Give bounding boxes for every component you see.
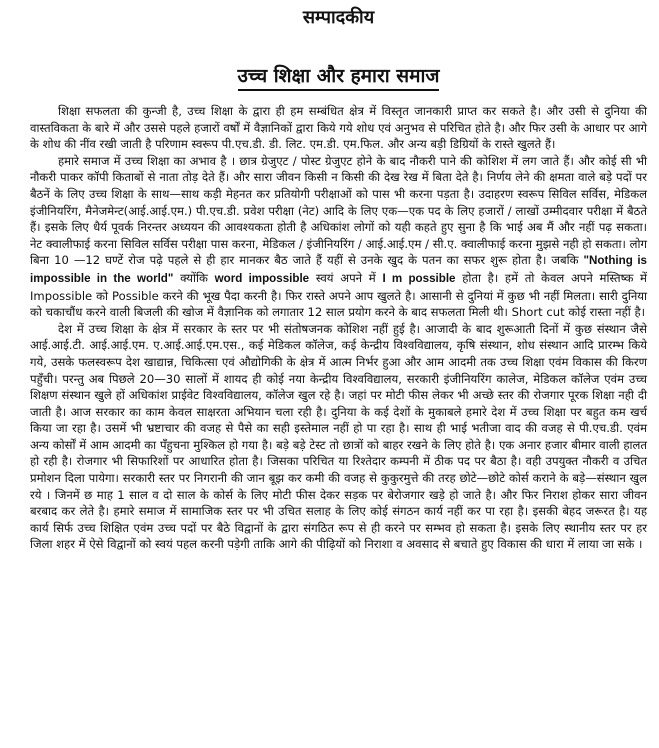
section-heading: सम्पादकीय (302, 7, 375, 28)
paragraph-1: शिक्षा सफलता की कुन्जी है, उच्च शिक्षा के द्वारा ही हम सम्बंधित क्षेत्र में विस्तृत जानकारी प्राप्त कर सकते है। और उसी से दुनिया की वास्तविकता के बारे में और उससे पहले हजारों वर्षों में वैज्ञानिकों द्वारा किये गये शोध एवं अनुभव से परिचित होते है। और फिर उसी के आधार पर आगे के शोध की नींव रखी जाती है परिणाम स्वरूप पी.एच.डी. डी. लिट. एम.डी. एम.फिल. और अन्य बड़ी डिग्रियों के रास्ते खुलते हैं। (30, 104, 647, 152)
emphasis-text: I m possible (382, 271, 456, 285)
emphasis-text: "Nothing is impossible in the world" (30, 254, 648, 285)
paragraph-3: देश में उच्च शिक्षा के क्षेत्र में सरकार के स्तर पर भी संतोषजनक कोशिश नहीं हुई है। आजादी के बाद शुरूआती दिनों में कुछ संस्थान जैसे आई.आई.टी. आई.आई.एम. ए.आई.आई.एम.एस., कई मेडिकल कॉलेज, कई केन्द्रीय विश्वविद्यालय, कृषि संस्थान, शोध संस्थान आदि प्रारम्भ किये गये, उसके फलस्वरूप देश खाद्यान्न, चिकित्सा एवं औद्योगिकी के क्षेत्र में आत्म निर्भर हुआ और आम आदमी तक उच्च शिक्षा एवंम विकास की किरण पहुँची। परन्तु अब पिछले 20—30 सालों में शायद ही कोई नया केन्द्रीय विश्वविद्यालय, सरकारी इंजीनियरिंग कालेज, मेडिकल कॉलेज एवंम उच्च शिक्षण संस्थान खुले हों अधिकांश प्राईवेट विश्वविद्यालय, कॉलेज खुल रहे है। जहां पर मोटी फीस लेकर भी अच्छे स्तर की रोजगार पूरक शिक्षा नही दी जाती है। आज सरकार का काम केवल साक्षरता अभियान चला रही है। दुनिया के कई देशों के मुकाबले हमारे देश में उच्च शिक्षा पर बहुत कम खर्च किया जा रहा है। उसमें भी भ्रष्टाचार की वजह से पैसे का सही इस्तेमाल नहीं हो पा रहा है। साथ ही भाई भतीजा वाद की वजह से पी.एच.डी. एवंम अन्य कोर्सों में आम आदमी का पँहुचना मुश्किल हो गया है। बड़े बड़े टेस्ट तो छात्रों को बाहर रखने के लिए होते है। एक अनार हजार बीमार वाली हालत हो रही है। रोजगार भी सिफारिशों पर आधारित होता है। जिसका परिचित या रिश्तेदार कम्पनी में ठीक पद पर बैठा है। वही उपयुक्त नौकरी व उचित प्रमोशन दिला पायेगा। सरकारी स्तर पर निगरानी की जान बूझ कर कमी की वजह से कुकुरमुत्ते की तरह छोटे—छोटे कोर्स कराने के बड़े—संस्थान खुल रये । जिनमें छ माह 1 साल व दो साल के कोर्स के लिए मोटी फीस देकर सड़क पर बेरोजगार खड़े हो जाते है। और फिर निराश होकर सारा जीवन बरबाद कर लेते है। हमारे समाज में सामाजिक स्तर पर भी उचित सलाह के लिए कोई संगठन कार्य नहीं कर पा रहा है। इसकी बेहद जरूरत है। यह कार्य सिर्फ उच्च शिक्षित एवंम उच्च पदों पर बैठे विद्वानों के द्वारा संगठित रूप से ही करने पर सम्भव हो सकता है। इसके लिए स्थानीय स्तर पर हर जिला शहर में ऐसे विद्वानों को स्वयं पहल करनी पड़ेगी ताकि आगे की पीढ़ियों को निराशा व अवसाद से बचाते हुए विकास की धारा में लाया जा सके । (30, 321, 647, 552)
emphasis-text: word impossible (214, 271, 310, 285)
paragraph-2: हमारे समाज में उच्च शिक्षा का अभाव है । छात्र ग्रेजुएट / पोस्ट ग्रेजुएट होने के बाद नौकरी पाने की कोशिश में लग जाते हैं। और कोई सी भी नौकरी पाकर कॉपी किताबों से नाता तोड़ देते हैं। और सारा जीवन किसी न किसी की देख रेख में बिता देते है। निर्णय लेने की क्षमता वाले बड़े पदों पर बैठनें के लिए उच्च शिक्षा के साथ—साथ कड़ी मेहनत कर प्रतियोगी परीक्षाओं को पास भी करना पड़ता है। उदाहरण स्वरूप सिविल सर्विस, मेडिकल इंजीनियरिंग, मैनेजमेन्ट(आई.आई.एम.) पी.एच.डी. प्रवेश परीक्षा (नेट) आदि के लिए एक—एक पद के लिए हजारों / लाखों उम्मीदवार परीक्षा में बैठते हैं। इसके लिए धैर्य पूवर्क निरन्तर अध्ययन की आवश्यकता होती है अधिकांश लोगों को यही कहते हुए सुना है कि भाई अब मैं और नहीं पढ़ सकता। नेट क्वालीफाई करना सिविल सर्विस परीक्षा पास करना, मेडिकल / इंजीनियरिंग / आई.आई.एम / सी.ए. क्वालीफाई करना मुझसे नही हो सकता। लोग बिना 10 —12 घण्टें रोज पढ़े पहले से ही हार मानकर बैठ जाते हैं यहीं से उनके खुद के पतन का सफर शुरू होता है। जबकि "Nothing is impossible in the world" क्योंकि word impossible स्वयं अपने में I m possible होता है। हमें तो केवल अपने मस्तिष्क में Impossible को Possible करने की भूख पैदा करनी है। फिर रास्ते अपने आप खुलते है। आसानी से दुनियां में कुछ भी नहीं मिलता। सारी दुनिया को चकाचौंध करने वाली बिजली की खोज में वैज्ञानिक को लगातार 12 साल प्रयोग करने के बाद सफलता मिली थी। Short cut कोई रास्ता नहीं है। (30, 153, 648, 320)
article-body (30, 103, 647, 553)
article-title-wrap (30, 64, 647, 91)
article-title: उच्च शिक्षा और हमारा समाज (238, 64, 440, 91)
